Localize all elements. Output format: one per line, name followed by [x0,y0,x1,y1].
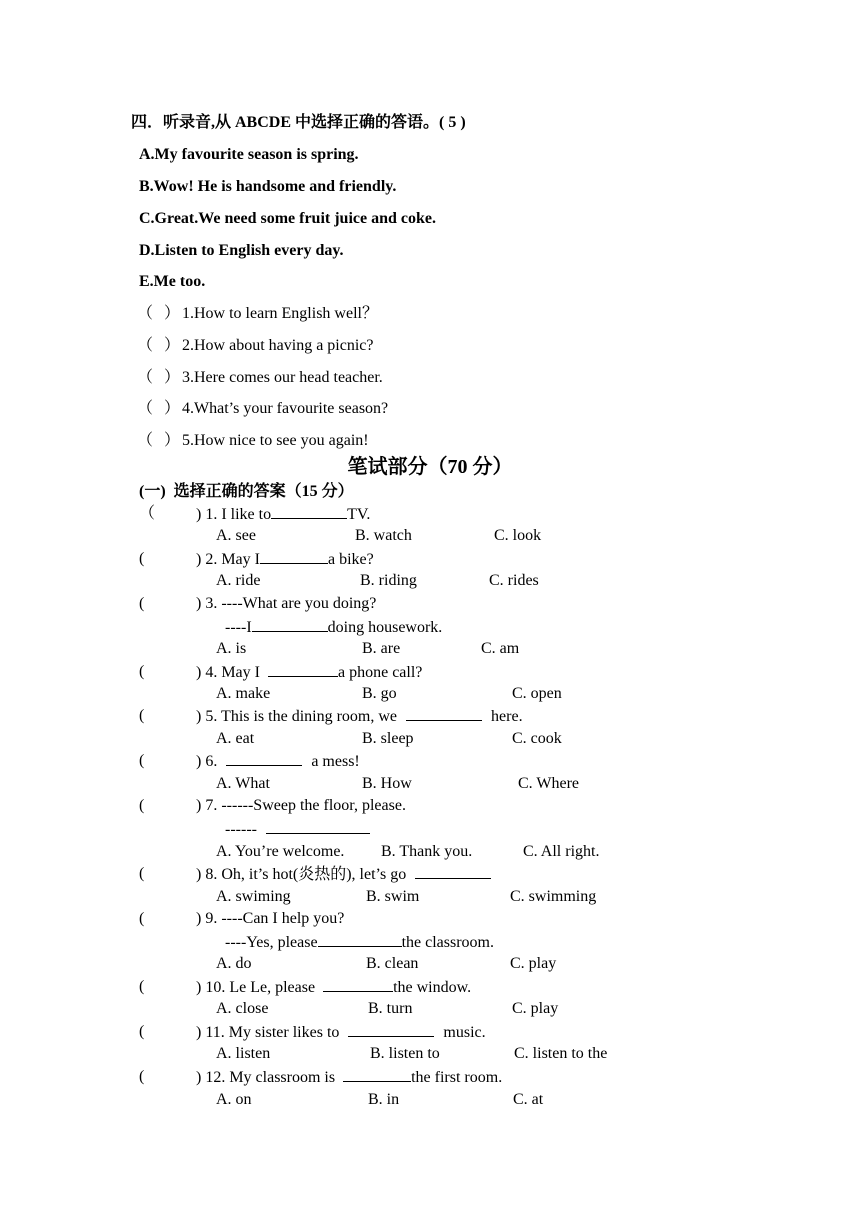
q6-option-a: A. What [216,775,270,792]
listening-q1-paren-close: ） [164,305,181,322]
q9-option-b: B. clean [366,955,419,972]
q12-option-a: A. on [216,1091,252,1108]
q7-stem: ) 7. ------Sweep the floor, please. [196,797,406,814]
q8-option-c: C. swimming [510,888,597,905]
q5-text [196,706,523,727]
q10-stem: ) 10. Le Le, please [196,979,316,996]
q2-paren-open: ( [139,550,145,567]
q4-option-b: B. go [362,685,397,702]
q3-stem: ) 3. ----What are you doing? [196,595,377,612]
q3-line2-end: doing housework. [327,619,443,636]
q11-stem: ) 11. My sister likes to [196,1024,340,1041]
q4-text [196,662,422,683]
q1-option-b: B. watch [355,527,412,544]
q2-stem: ) 2. May I [196,551,260,568]
choice-c: C.Great.We need some fruit juice and coke. [139,210,436,227]
listening-q4-paren-close: ） [164,400,181,417]
q7-option-c: C. All right. [523,843,600,860]
q10-blank [323,977,393,992]
q7-option-b: B. Thank you. [381,843,473,860]
q12-text [196,1067,502,1088]
listening-q1-paren-open: （ [137,305,154,322]
q8-option-b: B. swim [366,888,420,905]
listening-question-4: 4.What’s your favourite season? [182,400,389,417]
q5-option-a: A. eat [216,730,255,747]
listening-heading: 四．听录音,从 ABCDE 中选择正确的答语。( 5 ) [131,114,466,131]
q9-paren-open: ( [139,910,145,927]
q10-option-c: C. play [512,1000,559,1017]
q1-blank [271,504,347,519]
q5-option-c: C. cook [512,730,562,747]
q9-line2 [225,932,494,953]
listening-q4-paren-open: （ [137,400,154,417]
q6-stem-end: a mess! [311,753,360,770]
q2-option-b: B. riding [360,572,417,589]
q3-option-a: A. is [216,640,247,657]
q2-text [196,549,374,570]
q1-option-c: C. look [494,527,542,544]
q7-line2 [225,819,370,840]
q4-paren-open: ( [139,663,145,680]
listening-q5-paren-close: ） [164,432,181,449]
q12-stem: ) 12. My classroom is [196,1069,336,1086]
q8-text [196,864,491,885]
q12-option-c: C. at [513,1091,544,1108]
section-1-heading: (一) 选择正确的答案（15 分） [139,483,354,500]
q10-paren-open: ( [139,978,145,995]
q6-option-b: B. How [362,775,412,792]
listening-q3-paren-close: ） [164,369,181,386]
q1-paren-open: （ [139,505,156,522]
q7-paren-open: ( [139,797,145,814]
q2-option-a: A. ride [216,572,261,589]
q6-blank [226,751,302,766]
q3-blank [252,617,328,632]
q3-paren-open: ( [139,595,145,612]
q11-option-c: C. listen to the [514,1045,608,1062]
q4-stem-end: a phone call? [337,664,423,681]
listening-q2-paren-close: ） [164,337,181,354]
q7-option-a: A. You’re welcome. [216,843,345,860]
q11-text [196,1022,486,1043]
q10-text [196,977,471,998]
listening-question-3: 3.Here comes our head teacher. [182,369,383,386]
q2-blank [260,549,328,564]
q9-blank [318,932,402,947]
q11-stem-end: music. [443,1024,486,1041]
listening-q5-paren-open: （ [137,432,154,449]
q9-line2-end: the classroom. [401,934,494,951]
q9-option-c: C. play [510,955,557,972]
q12-stem-end: the first room. [411,1069,503,1086]
q4-stem: ) 4. May I [196,664,260,681]
choice-e: E.Me too. [139,273,206,290]
q4-option-c: C. open [512,685,562,702]
q5-option-b: B. sleep [362,730,414,747]
q9-line2-start: ----Yes, please [225,934,318,951]
q8-option-a: A. swiming [216,888,291,905]
q12-blank [343,1067,411,1082]
q4-blank [268,662,338,677]
written-title: 笔试部分（70 分） [347,456,513,478]
q1-stem: ) 1. I like to [196,506,272,523]
q1-option-a: A. see [216,527,256,544]
q4-option-a: A. make [216,685,271,702]
listening-q2-paren-open: （ [137,337,154,354]
q11-blank [348,1022,434,1037]
choice-b: B.Wow! He is handsome and friendly. [139,178,397,195]
choice-d: D.Listen to English every day. [139,242,344,259]
q10-stem-end: the window. [393,979,472,996]
q5-blank [406,706,482,721]
q1-text [196,504,370,525]
q5-stem-end: here. [491,708,523,725]
q5-stem: ) 5. This is the dining room, we [196,708,398,725]
q11-option-b: B. listen to [370,1045,440,1062]
q12-paren-open: ( [139,1068,145,1085]
q2-option-c: C. rides [489,572,539,589]
q9-stem: ) 9. ----Can I help you? [196,910,345,927]
q6-option-c: C. Where [518,775,580,792]
q10-option-b: B. turn [368,1000,413,1017]
listening-q3-paren-open: （ [137,369,154,386]
q8-stem: ) 8. Oh, it’s hot(炎热的), let’s go [196,866,407,883]
q11-option-a: A. listen [216,1045,271,1062]
q5-paren-open: ( [139,707,145,724]
q3-option-b: B. are [362,640,401,657]
q1-stem-end: TV. [347,506,371,523]
choice-a: A.My favourite season is spring. [139,146,359,163]
q6-paren-open: ( [139,752,145,769]
q6-text [196,751,360,772]
listening-question-1: 1.How to learn English well？ [182,305,378,322]
q2-stem-end: a bike? [327,551,374,568]
listening-question-2: 2.How about having a picnic? [182,337,374,354]
q7-blank [266,819,370,834]
q7-line2-start: ------ [225,821,257,838]
q8-blank [415,864,491,879]
q9-option-a: A. do [216,955,252,972]
q3-line2 [225,617,442,638]
q3-line2-start: ----I [225,619,252,636]
q3-option-c: C. am [481,640,520,657]
q6-stem: ) 6. [196,753,218,770]
q8-paren-open: ( [139,865,145,882]
q12-option-b: B. in [368,1091,400,1108]
q10-option-a: A. close [216,1000,269,1017]
listening-question-5: 5.How nice to see you again! [182,432,369,449]
q11-paren-open: ( [139,1023,145,1040]
